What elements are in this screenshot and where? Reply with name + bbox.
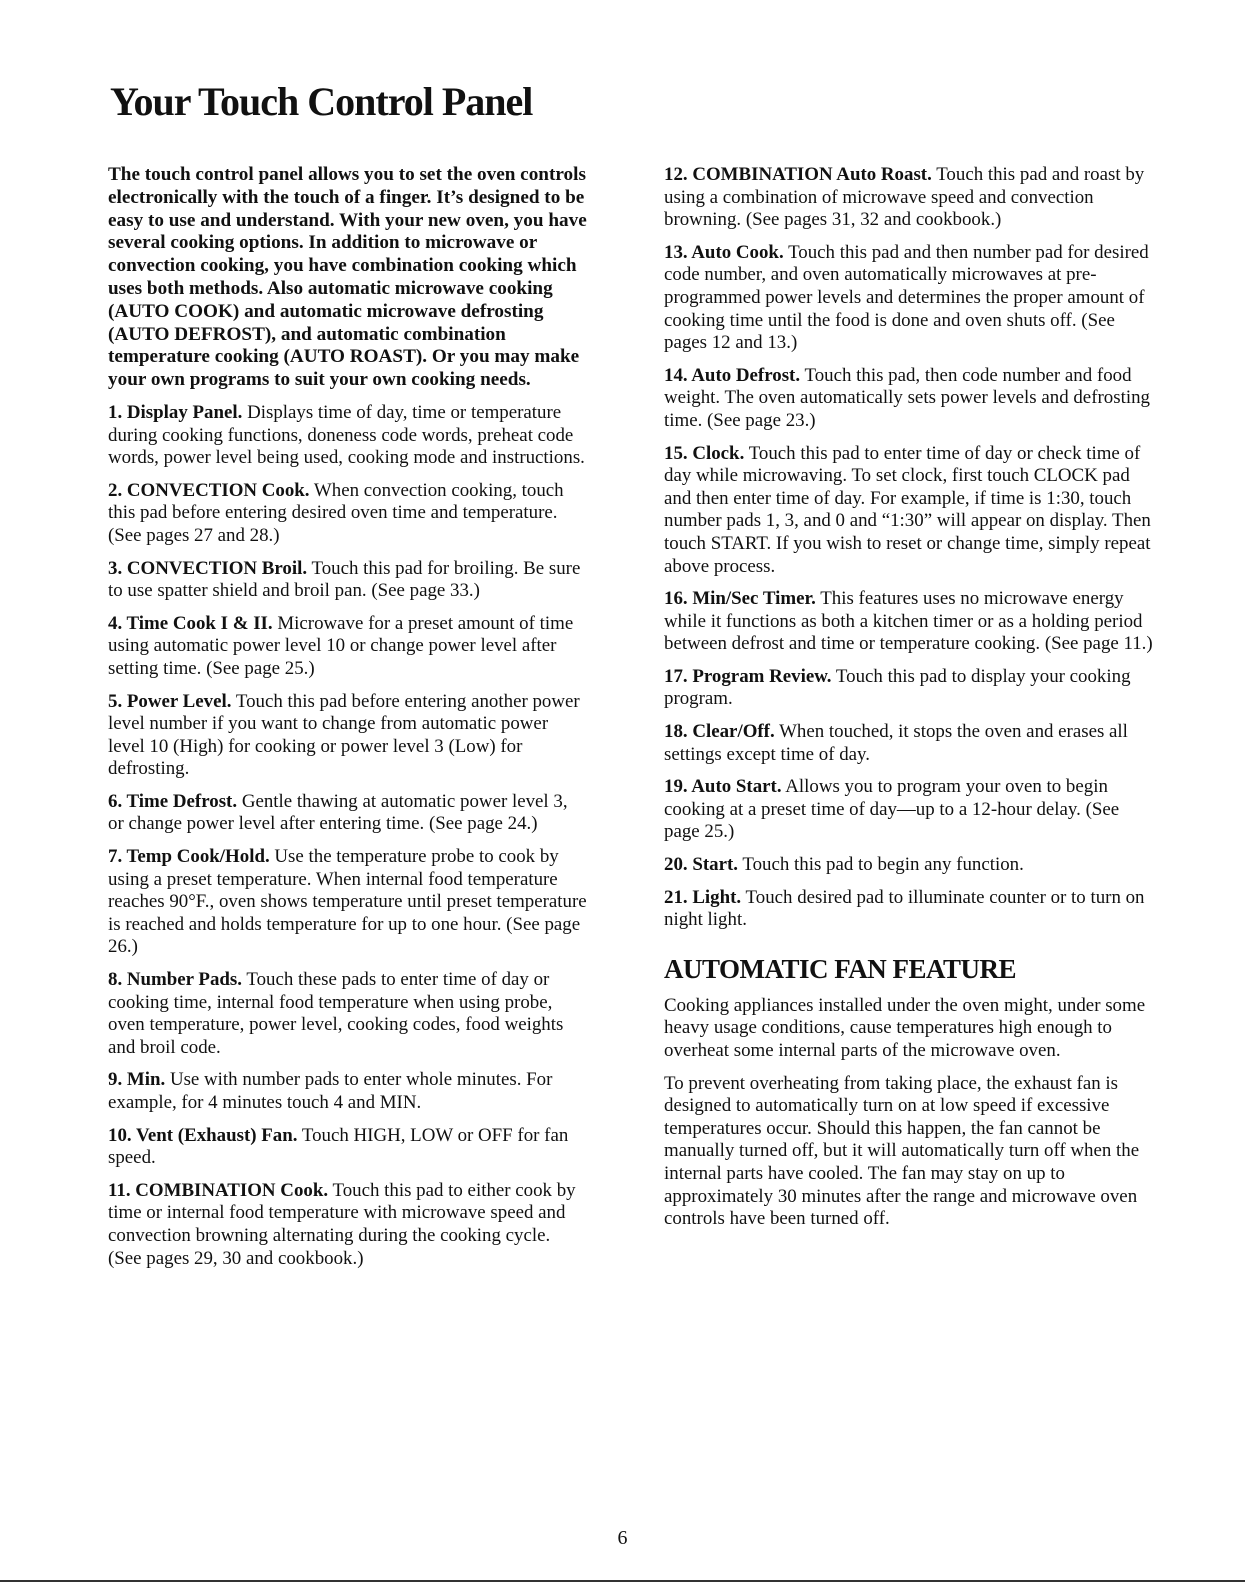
feature-item-text: Touch this pad for broiling. Be sure to use spatter shield and broil pan. (See page 33.): [108, 557, 581, 602]
feature-item: [664, 588, 1154, 656]
feature-item: [108, 969, 588, 1059]
feature-item-heading: 19. Auto Start.: [664, 776, 782, 798]
feature-item: [108, 1125, 588, 1170]
feature-item-heading: 5. Power Level.: [108, 690, 232, 712]
page-title: Your Touch Control Panel: [110, 79, 533, 124]
feature-item-text: Touch this pad, then code number and food weight. The oven automatically sets power levels and defrosting time. (See page 23.): [664, 364, 1150, 431]
feature-item: [664, 164, 1154, 232]
feature-item-text: Microwave for a preset amount of time using automatic power level 10 or change power level after setting time. (See page 25.): [108, 612, 574, 679]
feature-item: [664, 666, 1154, 711]
feature-item-heading: 14. Auto Defrost.: [664, 364, 801, 386]
feature-item-text: Touch this pad to begin any function.: [742, 854, 1024, 876]
feature-item-heading: 1. Display Panel.: [108, 401, 243, 423]
feature-item-heading: 6. Time Defrost.: [108, 790, 238, 812]
feature-item-heading: 7. Temp Cook/Hold.: [108, 846, 270, 868]
feature-item-text: When convection cooking, touch this pad before entering desired oven time and temperature. (See pages 27 and 28.): [108, 479, 564, 546]
feature-item-text: Touch these pads to enter time of day or cooking time, internal food temperature when using probe, oven temperature, power level, cooking codes, food weights and broil code.: [108, 969, 564, 1058]
feature-item-heading: 16. Min/Sec Timer.: [664, 588, 816, 610]
feature-item-text: When touched, it stops the oven and erases all settings except time of day.: [664, 721, 1128, 765]
feature-item: [108, 480, 588, 548]
feature-item: [108, 1069, 588, 1114]
feature-item: [664, 887, 1154, 932]
right-column: [664, 164, 1154, 1241]
feature-item: [108, 846, 588, 959]
feature-item-text: Touch this pad to enter time of day or check time of day while microwaving. To set clock, first touch CLOCK pad and then enter time of day. For example, if time is 1:30, touch number pads 1, 3, and 0 and “1:30” will appear on display. Then touch START. If you wish to reset or change time, simply repeat above process.: [664, 442, 1151, 577]
feature-item-text: Use with number pads to enter whole minutes. For example, for 4 minutes touch 4 and MIN.: [108, 1069, 553, 1113]
fan-paragraph: Cooking appliances installed under the oven might, under some heavy usage conditions, cause temperatures high enough to overheat some internal parts of the microwave oven.: [664, 994, 1146, 1061]
feature-item-heading: 3. CONVECTION Broil.: [108, 557, 308, 579]
feature-item-heading: 18. Clear/Off.: [664, 721, 775, 743]
feature-item: [664, 365, 1154, 433]
feature-item: [108, 791, 588, 836]
feature-item-heading: 15. Clock.: [664, 442, 745, 464]
right-item-list: [664, 164, 1154, 932]
feature-item-heading: 17. Program Review.: [664, 665, 832, 687]
feature-item: [108, 402, 588, 470]
feature-item-text: Touch desired pad to illuminate counter or to turn on night light.: [664, 886, 1145, 931]
feature-item-text: Gentle thawing at automatic power level 3, or change power level after entering time. (See page 24.): [108, 790, 568, 835]
feature-item-heading: 12. COMBINATION Auto Roast.: [664, 164, 932, 185]
feature-item: [108, 1180, 588, 1270]
feature-item-heading: 21. Light.: [664, 886, 742, 908]
feature-item: [664, 721, 1154, 766]
feature-item-heading: 20. Start.: [664, 854, 738, 876]
page-number: 6: [617, 1527, 628, 1549]
feature-item-heading: 4. Time Cook I & II.: [108, 612, 273, 634]
feature-item: [108, 691, 588, 781]
feature-item: [664, 242, 1154, 355]
feature-item-heading: 2. CONVECTION Cook.: [108, 479, 310, 501]
feature-item-heading: 11. COMBINATION Cook.: [108, 1179, 329, 1201]
feature-item-text: Use the temperature probe to cook by using a preset temperature. When internal food temperature reaches 90°F., oven shows temperature until preset temperature is reached and holds temperature for up to one hour. (See page 26.): [108, 846, 587, 958]
feature-item-heading: 8. Number Pads.: [108, 969, 242, 991]
feature-item: [108, 613, 588, 681]
feature-item-text: Touch this pad and then number pad for desired code number, and oven automatically microwaves at pre-programmed power levels and determines the proper amount of cooking time until the food is done and oven shuts off. (See pages 12 and 13.): [664, 241, 1149, 354]
feature-item-text: Touch HIGH, LOW or OFF for fan speed.: [108, 1124, 569, 1169]
feature-item-heading: 13. Auto Cook.: [664, 241, 784, 263]
fan-paragraph: To prevent overheating from taking place, the exhaust fan is designed to automatically turn on at low speed if excessive temperatures occur. Should this happen, the fan cannot be manually turned off, but it will automatically turn off when the internal parts have cooled. The fan may stay on up to approximately 30 minutes after the range and microwave oven controls have been turned off.: [664, 1072, 1140, 1230]
feature-item: [664, 443, 1154, 579]
feature-item-text: Touch this pad to display your cooking program.: [664, 665, 1131, 710]
feature-item: [664, 776, 1154, 844]
feature-item-text: Allows you to program your oven to begin cooking at a preset time of day—up to a 12-hour delay. (See page 25.): [664, 776, 1120, 843]
feature-item-text: This features uses no microwave energy while it functions as both a kitchen timer or as a holding period between defrost and time or temperature cooking. (See page 11.): [664, 588, 1153, 655]
bottom-rule: [0, 1580, 1245, 1582]
feature-item-heading: 10. Vent (Exhaust) Fan.: [108, 1124, 298, 1146]
fan-section-heading: AUTOMATIC FAN FEATURE: [664, 953, 1017, 984]
feature-item-text: Displays time of day, time or temperature during cooking functions, doneness code words, preheat code words, power level being used, cooking mode and instructions.: [108, 401, 585, 469]
feature-item: [664, 854, 1154, 877]
left-column: [108, 164, 588, 1280]
feature-item-text: Touch this pad and roast by using a combination of microwave speed and convection browning. (See pages 31, 32 and cookbook.): [664, 164, 1145, 231]
feature-item-heading: 9. Min.: [108, 1069, 166, 1091]
intro-paragraph: The touch control panel allows you to set the oven controls electronically with the touch of a finger. It’s designed to be easy to use and understand. With your new oven, you have several cooking options. In addition to microwave or convection cooking, you have combination cooking which uses both methods. Also automatic microwave cooking (AUTO COOK) and automatic microwave defrosting (AUTO DEFROST), and automatic combination temperature cooking (AUTO ROAST). Or you may make your own programs to suit your own cooking needs.: [108, 164, 587, 391]
feature-item-text: Touch this pad to either cook by time or internal food temperature with microwave speed and convection browning alternating during the cooking cycle. (See pages 29, 30 and cookbook.): [108, 1179, 576, 1269]
left-item-list: [108, 402, 588, 1270]
feature-item-text: Touch this pad before entering another power level number if you want to change from automatic power level 10 (High) for cooking or power level 3 (Low) for defrosting.: [108, 690, 580, 780]
feature-item: [108, 558, 588, 603]
